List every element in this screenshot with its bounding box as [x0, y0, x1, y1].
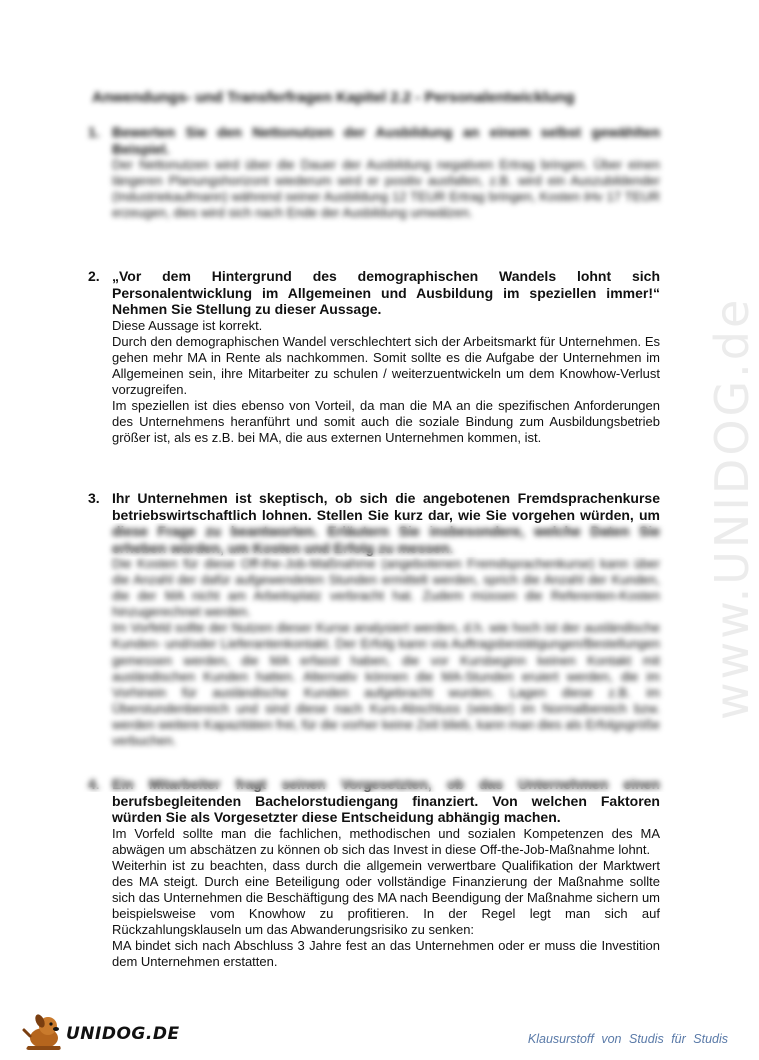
answer-paragraph: Im speziellen ist dies ebenso von Vorteil, da man die MA an die spezifischen Anforderungen des Unternehmens heranführt und somit auch die soziale Bindung zum Ausbildungsbetrieb größer ist, als es z.B. bei MA, die aus externen Unternehmen kommen, ist. [112, 397, 660, 446]
question-3 [88, 490, 660, 749]
question-number: 4. [88, 776, 100, 792]
answer-paragraph: Im Vorfeld sollte man die fachlichen, methodischen und sozialen Kompetenzen des MA abwägen um abschätzen zu können ob sich das Invest in diese Off-the-Job-Maßnahme lohnt. [112, 825, 660, 857]
question-heading: Ein Mitarbeiter fragt seinen Vorgesetzten, ob das Unternehmen einen berufsbegleitenden Bachelorstudiengang finanziert. Von welchen Faktoren würden Sie als Vorgesetzter diese Entscheidung abhängig machen. [112, 776, 660, 825]
question-number: 2. [88, 268, 100, 284]
document-title: Anwendungs- und Transferfragen Kapitel 2.2 - Personalentwicklung [92, 89, 575, 106]
question-1 [88, 124, 660, 221]
question-heading: Bewerten Sie den Nettonutzen der Ausbildung an einem selbst gewählten Beispiel. [112, 124, 660, 157]
question-2 [88, 268, 660, 446]
question-number: 3. [88, 490, 100, 506]
answer-paragraph: Im Vorfeld sollte der Nutzen dieser Kurse analysiert werden, d.h. wie hoch ist der ausländische Kunden- und/oder Lieferantenkontakt. Der Erfolg kann via Auftragsbestätigungen/Bestellungen gemessen werden, die MA erfasst haben, die vor Kursbeginn keinen Kontakt mit ausländischen Kunden hatten. Alternativ können die MA-Stunden eruiert werden, die im Vorhinein für ausländische Kunden aufgebracht wurden. Lagen diese z.B. im Überstundenbereich und sind diese nach Kurs-Abschluss (wieder) im Normalbereich bzw. werden weitere Kapazitäten frei, für die vorher keine Zeit blieb, kann man dies als Erfolgsgröße verbuchen. [112, 620, 660, 749]
answer-text [112, 318, 660, 447]
question-4 [88, 776, 660, 970]
logo-text: UNIDOG.DE [66, 1024, 180, 1044]
answer-text [112, 826, 660, 971]
answer-paragraph: Die Kosten für diese Off-the-Job-Maßnahme (angebotenen Fremdsprachenkurse) kann über die Anzahl der dafür aufgewendeten Stunden ermittelt werden, sprich die Anzahl der Kunden, die der MA nicht am Arbeitsplatz verbracht hat. Zudem müssen die Referenten-Kosten hinzugerechnet werden. [112, 556, 660, 620]
answer-text [112, 157, 660, 221]
answer-paragraph: Durch den demographischen Wandel verschlechtert sich der Arbeitsmarkt für Unternehmen. Es gehen mehr MA in Rente als nachkommen. Somit sollte es die Aufgabe der Unternehmen im Allgemeinen sein, ihre Mitarbeiter zu schulen / weiterzuentwickeln um dem Knowhow-Verlust vorzugreifen. [112, 333, 660, 397]
question-number: 1. [88, 124, 100, 140]
question-heading: „Vor dem Hintergrund des demographischen Wandels lohnt sich Personalentwicklung im Allgemeinen und Ausbildung im speziellen immer!“ Nehmen Sie Stellung zu dieser Aussage. [112, 268, 660, 317]
footer-tagline: Klausurstoff von Studis für Studis [527, 1032, 728, 1046]
question-heading: Ihr Unternehmen ist skeptisch, ob sich die angebotenen Fremdsprachenkurse betriebswirtschaftlich lohnen. Stellen Sie kurz dar, wie Sie vorgehen würden, um diese Frage zu beantworten. Erläutern Sie insbesondere, welche Daten Sie erheben würden, um Kosten und Erfolg zu messen. [112, 490, 660, 556]
answer-paragraph: Weiterhin ist zu beachten, dass durch die allgemein verwertbare Qualifikation der Marktwert des MA steigt. Durch eine Beteiligung oder vollständige Finanzierung der Maßnahme sollte sich das Unternehmen die Beschäftigung des MA nach Beendigung der Maßnahme sichern um beispielsweise vom Knowhow zu profitieren. In der Regel legt man sich auf Rückzahlungsklauseln um das Abwanderungsrisiko zu senken: [112, 857, 660, 938]
unidog-logo [22, 1012, 180, 1052]
answer-paragraph: Der Nettonutzen wird über die Dauer der Ausbildung negativen Ertrag bringen. Über einen längeren Planungshorizont wiederum wird er positiv ausfallen, z.B. wird ein Auszubildender (Industriekaufmann) während seiner Ausbildung 12 TEUR Ertrag bringen, Kosten iHv 17 TEUR erzeugen, dies wird sich nach Ende der Ausbildung umwälzen. [112, 157, 660, 221]
answer-text [112, 556, 660, 749]
dog-icon [22, 1012, 68, 1052]
watermark: www.UNIDOG.de [705, 296, 759, 720]
blur-overlay [82, 523, 670, 557]
blur-overlay [80, 774, 670, 792]
answer-paragraph: Diese Aussage ist korrekt. [112, 317, 263, 333]
answer-paragraph: MA bindet sich nach Abschluss 3 Jahre fest an das Unternehmen oder er muss die Investition dem Unternehmen erstatten. [112, 938, 660, 970]
